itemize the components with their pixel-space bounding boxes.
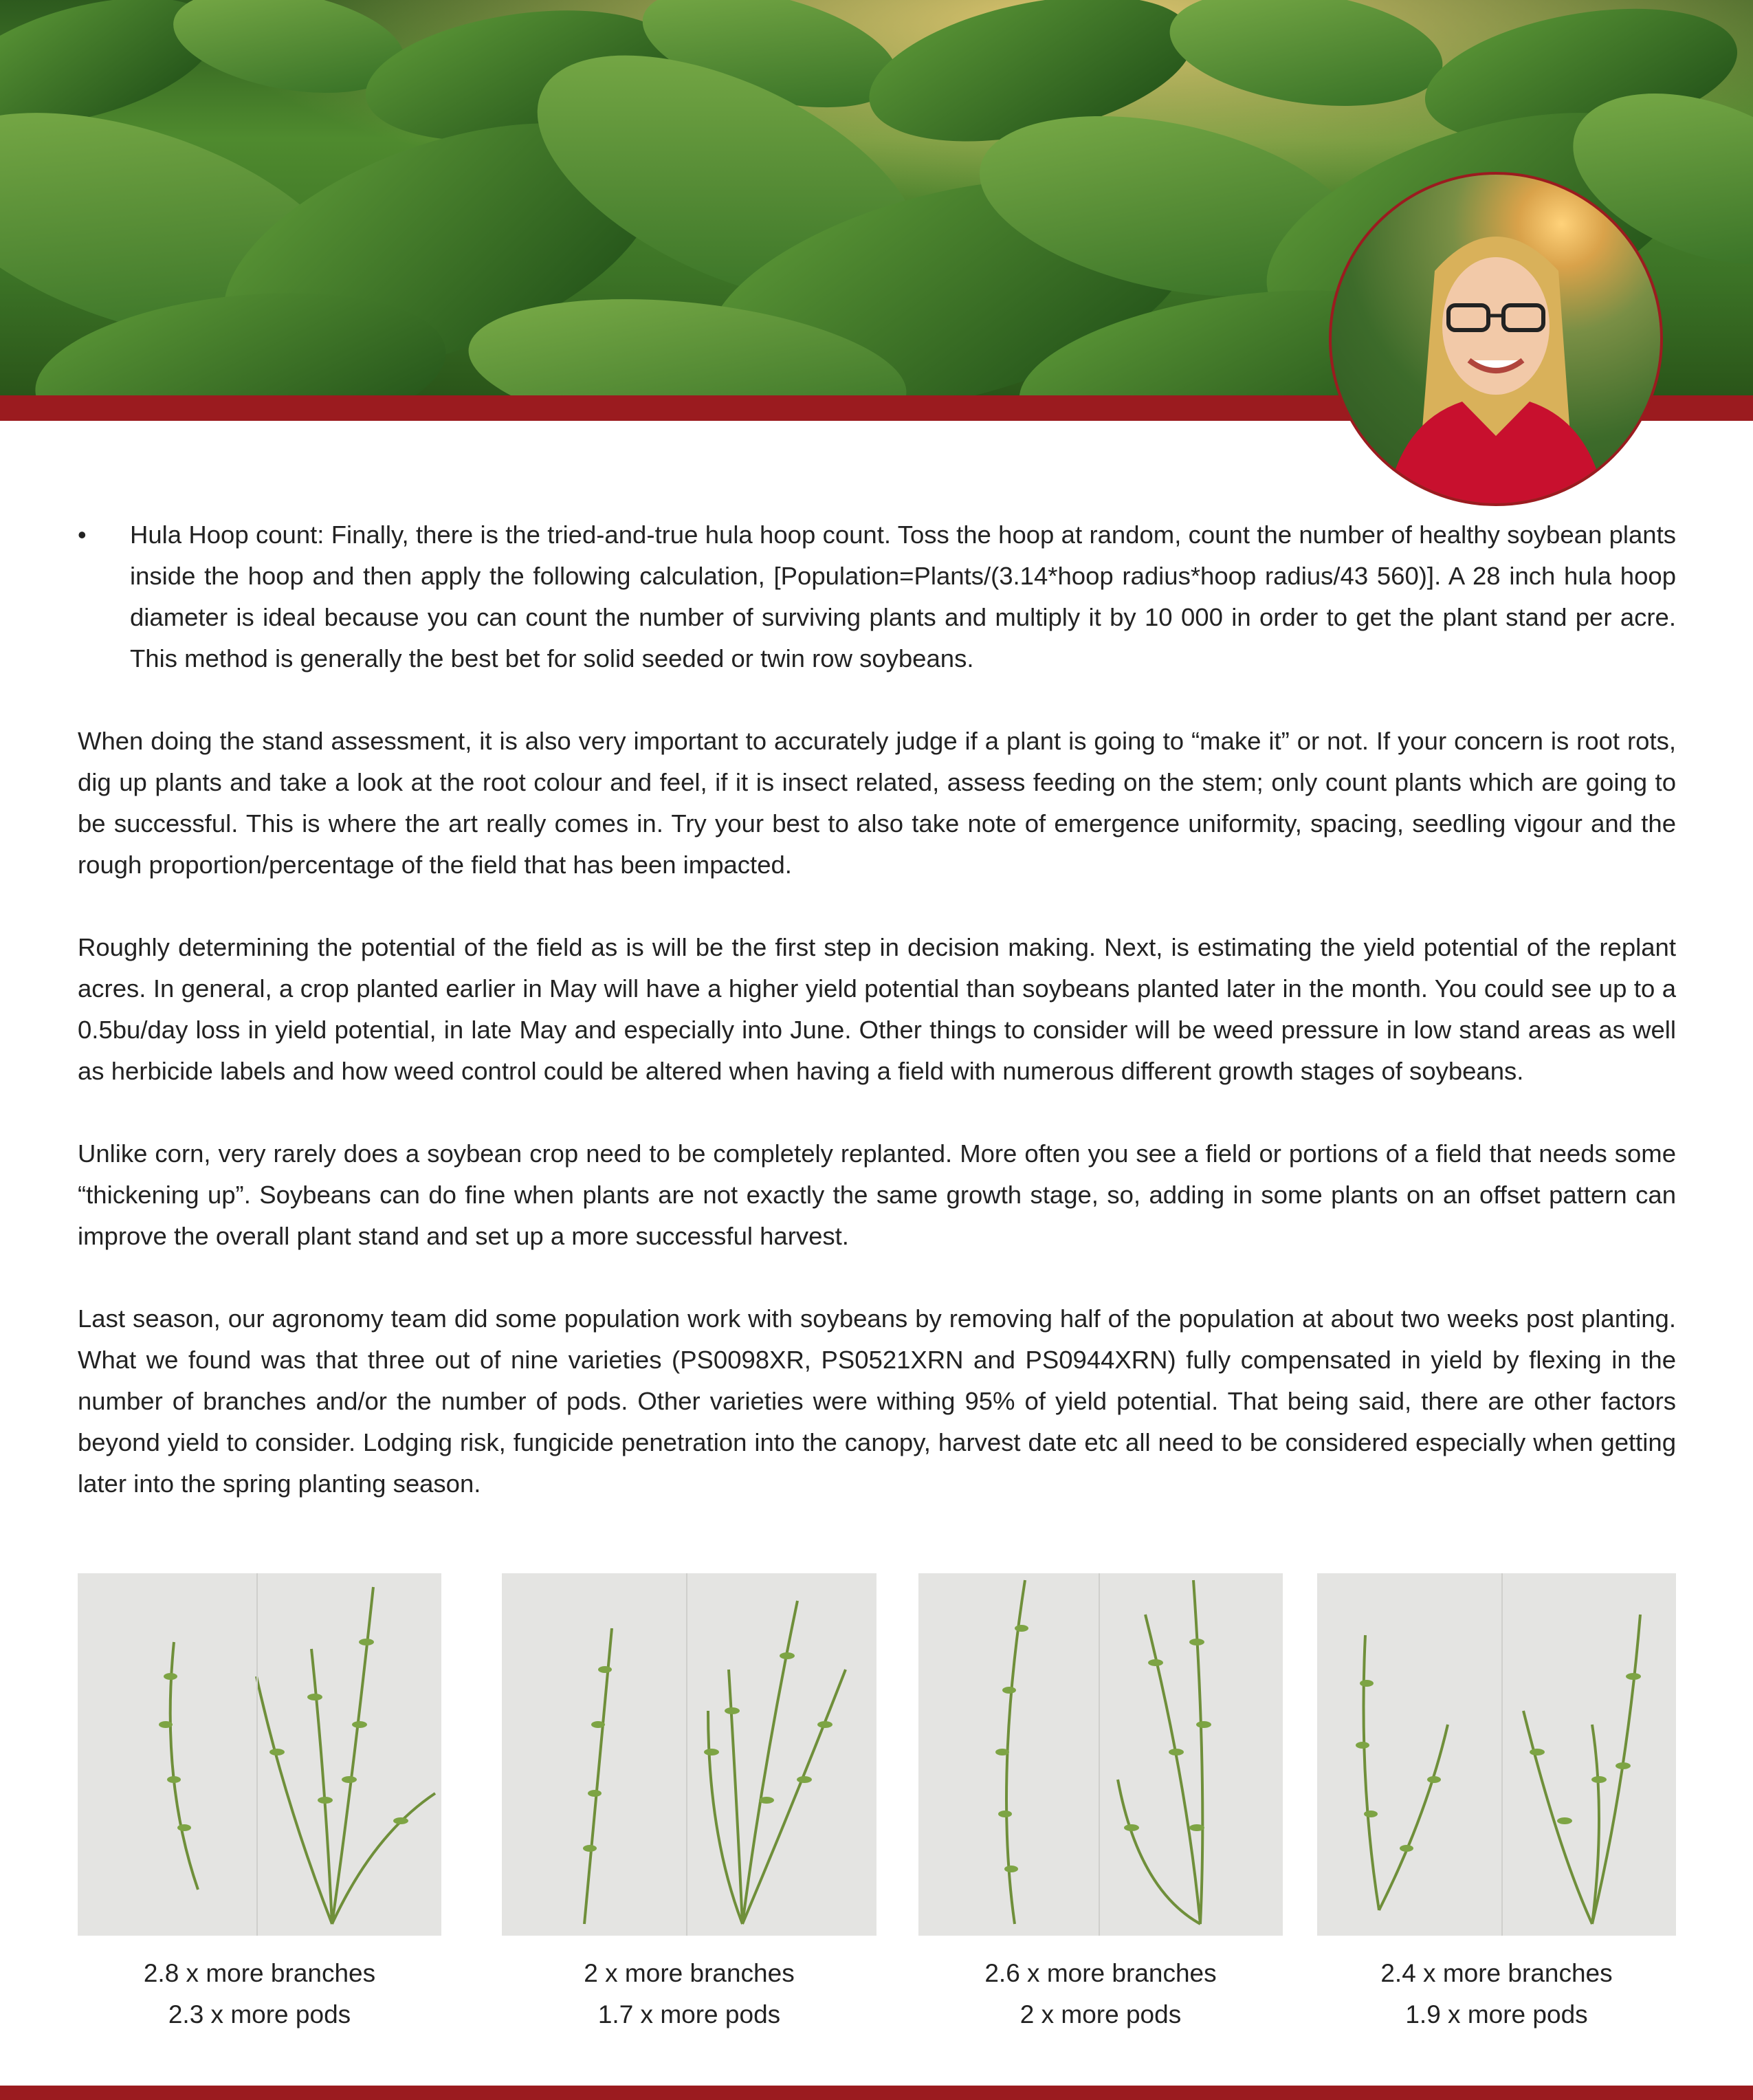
paragraph-stand-assessment: When doing the stand assessment, it is also very important to accurately judge if a plant is going to “make it” or not. If your concern is root rots, dig up plants and take a look at the root colour and feel, if it is insect related, assess feeding on the stem; only count plants which are going to be successful. This is where the art really comes in. Try your best to also take note of emergence uniformity, spacing, seedling vigour and the rough proportion/percentage of the field that has been impacted. [78, 727, 1676, 879]
caption-pods: 2 x more pods [1019, 2000, 1182, 2028]
plant-illustration-1 [78, 1573, 441, 1936]
plant-illustration-2 [502, 1573, 876, 1936]
article-body [78, 514, 1676, 1505]
author-portrait-illustration [1332, 175, 1660, 503]
caption-pods: 1.9 x more pods [1405, 2000, 1588, 2028]
figure-caption-2 [502, 1953, 876, 2035]
plant-comparison-photo-2 [502, 1573, 876, 1936]
paragraph-yield-potential: Roughly determining the potential of the field as is will be the first step in decision making. Next, is estimating the yield potential of the replant acres. In general, a crop planted earlier in May will have a higher yield potential than soybeans planted later in the month. You could see up to a 0.5bu/day loss in yield potential, in late May and especially into June. Other things to consider will be weed pressure in low stand areas as well as herbicide labels and how weed control could be altered when having a field with numerous different growth stages of soybeans. [78, 933, 1676, 1085]
figure-caption-1 [78, 1953, 441, 2035]
caption-branches: 2.4 x more branches [1380, 1959, 1613, 1987]
author-avatar [1329, 172, 1663, 506]
caption-branches: 2.6 x more branches [984, 1959, 1217, 1987]
paragraph-replant: Unlike corn, very rarely does a soybean crop need to be completely replanted. More often you see a field or portions of a field that needs some “thickening up”. Soybeans can do fine when plants are not exactly the same growth stage, so, adding in some plants on an offset pattern can improve the overall plant stand and set up a more successful harvest. [78, 1139, 1676, 1250]
caption-pods: 1.7 x more pods [597, 2000, 781, 2028]
figure-caption-4 [1317, 1953, 1676, 2035]
plant-illustration-3 [918, 1573, 1283, 1936]
bullet-marker: • [78, 521, 87, 549]
caption-pods: 2.3 x more pods [168, 2000, 351, 2028]
caption-branches: 2 x more branches [584, 1959, 795, 1987]
footer-accent-bar [0, 2086, 1753, 2100]
caption-branches: 2.8 x more branches [143, 1959, 376, 1987]
bullet-text-hula-hoop: Hula Hoop count: Finally, there is the tried-and-true hula hoop count. Toss the hoop at random, count the number of healthy soybean plants inside the hoop and then apply the following calculation, [Population=Plants/(3.14*hoop radius*hoop radius/43 560)]. A 28 inch hula hoop diameter is ideal because you can count the number of surviving plants and multiply it by 10 000 in order to get the plant stand per acre. This method is generally the best bet for solid seeded or twin row soybeans. [130, 521, 1676, 672]
bullet-item [78, 514, 1676, 679]
figure-caption-3 [918, 1953, 1283, 2035]
plant-comparison-photo-3 [918, 1573, 1283, 1936]
paragraph-population-work: Last season, our agronomy team did some population work with soybeans by removing half of the population at about two weeks post planting. What we found was that three out of nine varieties (PS0098XR, PS0521XRN and PS0944XRN) fully compensated in yield by flexing in the number of branches and/or the number of pods. Other varieties were withing 95% of yield potential. That being said, there are other factors beyond yield to consider. Lodging risk, fungicide penetration into the canopy, harvest date etc all need to be considered especially when getting later into the spring planting season. [78, 1304, 1676, 1498]
plant-comparison-photo-4 [1317, 1573, 1676, 1936]
plant-comparison-photo-1 [78, 1573, 441, 1936]
plant-illustration-4 [1317, 1573, 1676, 1936]
